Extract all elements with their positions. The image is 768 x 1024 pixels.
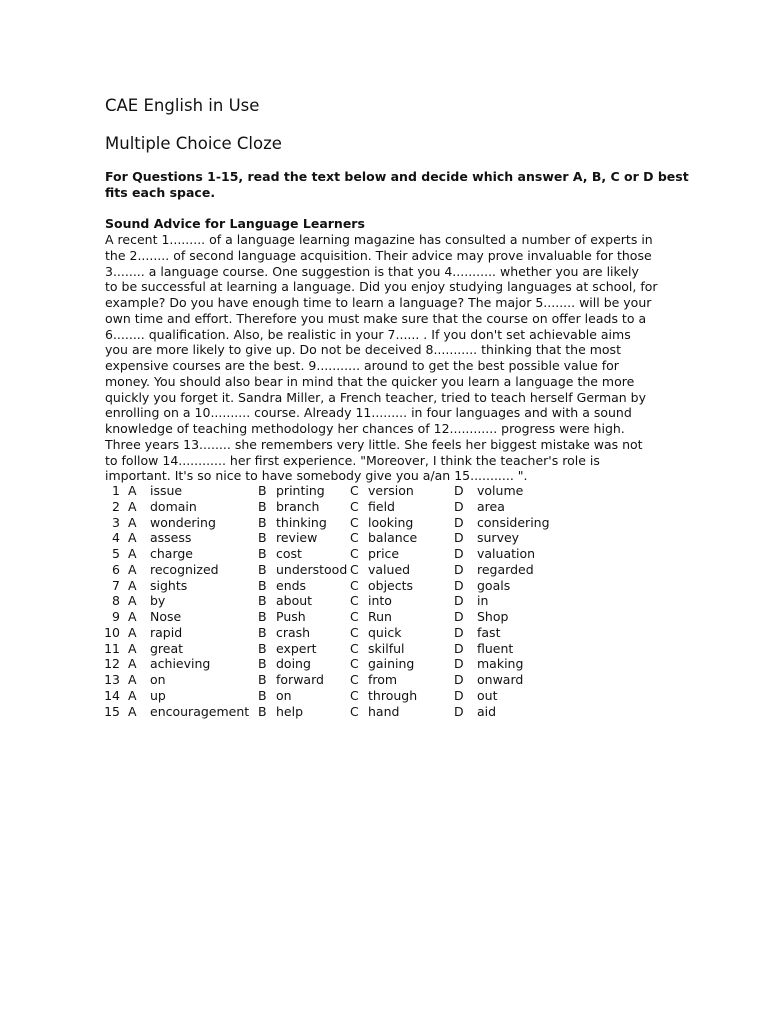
answer-options-table (104, 483, 574, 719)
option-letter-b: B (258, 672, 267, 687)
passage-line: knowledge of teaching methodology her chances of 12............ progress were high. (105, 421, 625, 436)
option-letter-a: A (128, 593, 137, 609)
option-d: out (477, 687, 498, 703)
option-d: considering (477, 514, 550, 530)
option-letter-b: B (258, 656, 267, 672)
option-a: up (150, 687, 166, 703)
option-a: recognized (150, 561, 219, 577)
option-a: on (150, 672, 166, 687)
question-row (104, 688, 574, 704)
option-c: hand (368, 703, 400, 719)
passage-line: A recent 1......... of a language learning magazine has consulted a number of experts in (105, 232, 653, 247)
option-letter-c: C (350, 640, 359, 656)
option-letter-d: D (454, 577, 464, 593)
option-letter-c: C (350, 530, 359, 546)
option-letter-b: B (258, 561, 267, 577)
option-letter-a: A (128, 609, 137, 624)
option-letter-a: A (128, 640, 137, 656)
question-number: 8 (112, 593, 120, 609)
question-number: 1 (112, 483, 120, 498)
option-d: onward (477, 672, 524, 687)
option-b: ends (276, 577, 307, 593)
option-letter-c: C (350, 561, 359, 577)
question-number: 3 (112, 514, 120, 530)
option-letter-c: C (350, 498, 359, 514)
option-letter-d: D (454, 624, 464, 640)
option-c: looking (368, 514, 414, 530)
option-letter-d: D (454, 483, 464, 498)
option-c: skilful (368, 640, 405, 656)
option-letter-c: C (350, 656, 359, 672)
option-letter-a: A (128, 577, 137, 593)
question-row (104, 656, 574, 672)
passage-line: 6........ qualification. Also, be realistic in your 7...... . If you don't set achievable aims (105, 326, 631, 342)
question-row (104, 641, 574, 657)
option-letter-a: A (128, 483, 137, 498)
option-c: objects (368, 577, 414, 593)
option-letter-a: A (128, 703, 137, 719)
option-letter-c: C (350, 593, 359, 609)
option-letter-c: C (350, 514, 359, 530)
option-letter-d: D (454, 640, 464, 656)
option-c: into (368, 593, 392, 609)
option-letter-c: C (350, 609, 359, 624)
option-letter-d: D (454, 703, 464, 719)
question-row (104, 609, 574, 625)
question-number: 2 (112, 498, 120, 514)
question-row (104, 562, 574, 578)
passage-line: to be successful at learning a language. Did you enjoy studying languages at school, for (105, 279, 658, 295)
option-letter-b: B (258, 530, 267, 546)
passage-line: example? Do you have enough time to learn a language? The major 5........ will be your (105, 295, 652, 310)
passage-line: the 2........ of second language acquisition. Their advice may prove invaluable for those (105, 247, 652, 263)
option-a: sights (150, 577, 188, 593)
option-letter-d: D (454, 687, 464, 703)
option-letter-b: B (258, 483, 267, 498)
option-a: wondering (150, 514, 216, 530)
question-number: 12 (104, 656, 120, 672)
question-number: 10 (104, 624, 120, 640)
question-row (104, 546, 574, 562)
passage-line: you are more likely to give up. Do not be deceived 8........... thinking that the most (105, 342, 621, 358)
option-letter-b: B (258, 546, 267, 561)
option-letter-b: B (258, 703, 267, 719)
document-title: CAE English in Use (105, 96, 260, 115)
option-letter-d: D (454, 593, 464, 609)
option-c: Run (368, 609, 392, 624)
passage-line: to follow 14............ her first experience. "Moreover, I think the teacher's role is (105, 452, 600, 468)
option-letter-d: D (454, 672, 464, 687)
question-row (104, 625, 574, 641)
option-c: price (368, 546, 400, 561)
question-row (104, 578, 574, 594)
option-a: by (150, 593, 166, 609)
option-letter-b: B (258, 593, 267, 609)
option-a: issue (150, 483, 183, 498)
option-letter-a: A (128, 498, 137, 514)
passage-line: Three years 13........ she remembers very little. She feels her biggest mistake was not (105, 436, 643, 452)
option-d: goals (477, 577, 511, 593)
option-b: about (276, 593, 313, 609)
option-letter-b: B (258, 498, 267, 514)
option-b: branch (276, 498, 320, 514)
option-d: survey (477, 530, 520, 546)
option-c: from (368, 672, 398, 687)
option-b: crash (276, 624, 311, 640)
option-letter-d: D (454, 656, 464, 672)
option-letter-b: B (258, 640, 267, 656)
option-b: doing (276, 656, 311, 672)
option-letter-a: A (128, 530, 137, 546)
option-a: Nose (150, 609, 182, 624)
question-row (104, 530, 574, 546)
option-letter-a: A (128, 546, 137, 561)
question-number: 13 (104, 672, 120, 687)
option-b: Push (276, 609, 306, 624)
instructions: For Questions 1-15, read the text below and decide which answer A, B, C or D best fits each space. (105, 169, 689, 200)
option-b: printing (276, 483, 325, 498)
option-c: through (368, 687, 418, 703)
option-letter-d: D (454, 514, 464, 530)
option-d: fast (477, 624, 501, 640)
option-letter-c: C (350, 546, 359, 561)
option-letter-b: B (258, 577, 267, 593)
question-number: 4 (112, 530, 120, 546)
option-d: Shop (477, 609, 509, 624)
option-c: field (368, 498, 395, 514)
question-number: 15 (104, 703, 120, 719)
question-row (104, 515, 574, 531)
passage-line: own time and effort. Therefore you must make sure that the course on offer leads to a (105, 310, 647, 326)
option-c: valued (368, 561, 411, 577)
passage-line: quickly you forget it. Sandra Miller, a French teacher, tried to teach herself German by (105, 389, 647, 405)
passage-line: 3........ a language course. One suggestion is that you 4........... whether you are likely (105, 263, 639, 279)
option-letter-b: B (258, 609, 267, 624)
option-letter-a: A (128, 672, 137, 687)
option-letter-c: C (350, 483, 359, 498)
option-letter-d: D (454, 530, 464, 546)
passage-text (105, 232, 658, 484)
passage-line: expensive courses are the best. 9........... around to get the best possible value for (105, 358, 619, 373)
option-b: help (276, 703, 304, 719)
document-subtitle: Multiple Choice Cloze (105, 134, 282, 153)
option-letter-c: C (350, 672, 359, 687)
question-number: 11 (104, 640, 120, 656)
option-b: forward (276, 672, 324, 687)
option-b: review (276, 530, 318, 546)
option-a: encouragement (150, 703, 250, 719)
option-c: balance (368, 530, 418, 546)
option-letter-d: D (454, 498, 464, 514)
question-number: 9 (112, 609, 120, 624)
option-c: gaining (368, 656, 415, 672)
question-number: 6 (112, 561, 120, 577)
option-letter-d: D (454, 609, 464, 624)
option-letter-c: C (350, 577, 359, 593)
option-d: valuation (477, 546, 536, 561)
option-b: on (276, 687, 292, 703)
option-d: volume (477, 483, 524, 498)
option-letter-c: C (350, 703, 359, 719)
option-letter-b: B (258, 514, 267, 530)
option-b: thinking (276, 514, 327, 530)
option-letter-c: C (350, 624, 359, 640)
passage-line: important. It's so nice to have somebody give you a/an 15........... ". (105, 468, 528, 484)
question-row (104, 483, 574, 499)
option-c: version (368, 483, 414, 498)
question-row (104, 593, 574, 609)
option-letter-a: A (128, 624, 137, 640)
option-letter-a: A (128, 687, 137, 703)
option-d: in (477, 593, 489, 609)
option-d: regarded (477, 561, 534, 577)
option-letter-a: A (128, 656, 137, 672)
option-c: quick (368, 624, 402, 640)
option-letter-b: B (258, 624, 267, 640)
question-row (104, 499, 574, 515)
option-a: great (150, 640, 184, 656)
question-row (104, 704, 574, 720)
question-number: 14 (104, 687, 120, 703)
option-d: fluent (477, 640, 514, 656)
question-row (104, 672, 574, 688)
option-a: domain (150, 498, 197, 514)
question-number: 7 (112, 577, 120, 593)
option-letter-a: A (128, 514, 137, 530)
option-letter-d: D (454, 561, 464, 577)
option-a: achieving (150, 656, 211, 672)
option-a: assess (150, 530, 192, 546)
option-a: charge (150, 546, 193, 561)
option-a: rapid (150, 624, 183, 640)
option-b: expert (276, 640, 317, 656)
option-d: making (477, 656, 524, 672)
option-b: cost (276, 546, 302, 561)
option-d: aid (477, 703, 497, 719)
option-letter-d: D (454, 546, 464, 561)
passage-line: money. You should also bear in mind that the quicker you learn a language the more (105, 373, 635, 389)
option-letter-b: B (258, 687, 267, 703)
question-number: 5 (112, 546, 120, 561)
passage-line: enrolling on a 10.......... course. Already 11......... in four languages and with a sound (105, 405, 632, 421)
option-d: area (477, 498, 505, 514)
option-letter-c: C (350, 687, 359, 703)
option-b: understood (276, 561, 348, 577)
passage-title: Sound Advice for Language Learners (105, 216, 365, 231)
option-letter-a: A (128, 561, 137, 577)
